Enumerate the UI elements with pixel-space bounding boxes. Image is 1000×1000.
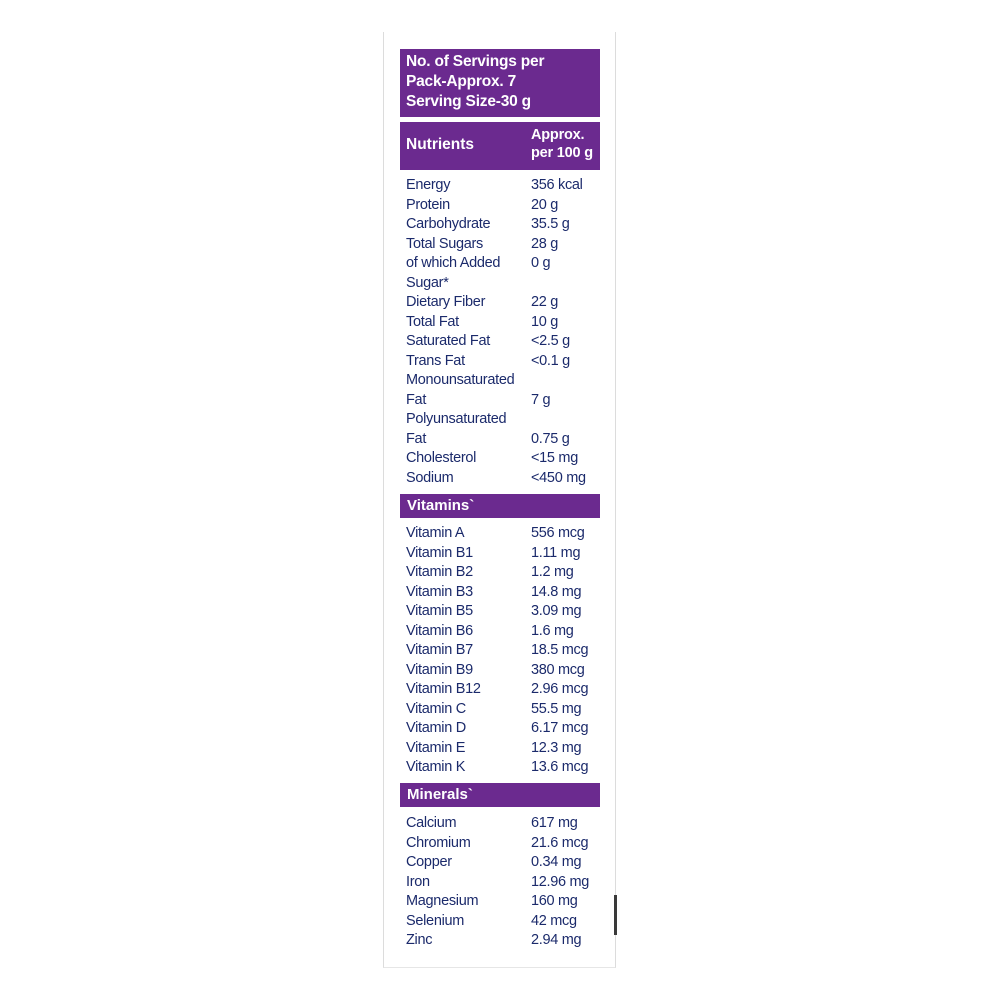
- table-row: [406, 931, 600, 951]
- nutrient-name: Vitamin B3: [406, 583, 473, 600]
- nutrient-name: Iron: [406, 873, 430, 890]
- table-row: [406, 313, 600, 333]
- table-row: [406, 196, 600, 216]
- nutrient-name: Zinc: [406, 932, 433, 948]
- nutrient-value: 0.34 mg: [531, 854, 582, 870]
- nutrient-value: 13.6 mcg: [531, 759, 589, 775]
- nutrient-value: <450 mg: [531, 469, 586, 486]
- nutrient-name: Vitamin C: [406, 700, 466, 717]
- nutrient-name: Magnesium: [406, 893, 479, 909]
- servings-line-2: Pack-Approx. 7: [406, 73, 517, 90]
- table-row: [406, 563, 600, 583]
- table-row: [406, 622, 600, 642]
- table-row: [406, 235, 600, 255]
- nutrient-name: Vitamin B1: [406, 544, 473, 561]
- table-row: [406, 430, 600, 450]
- nutrient-value: 380 mcg: [531, 661, 585, 678]
- table-row: [406, 524, 600, 544]
- amount-column-title-line-1: Approx.: [531, 127, 585, 143]
- nutrient-name: Energy: [406, 177, 451, 193]
- table-row: [406, 873, 600, 893]
- nutrient-name: Sugar*: [406, 274, 449, 291]
- nutrient-value: <2.5 g: [531, 333, 570, 349]
- nutrient-name: Vitamin B9: [406, 661, 473, 678]
- nutrient-name: Trans Fat: [406, 352, 465, 369]
- table-row: [406, 834, 600, 854]
- nutrient-value: 42 mcg: [531, 912, 577, 929]
- table-row: [406, 641, 600, 661]
- nutrient-value: 14.8 mg: [531, 583, 582, 600]
- table-row: [406, 661, 600, 681]
- nutrient-name: Fat: [406, 430, 427, 447]
- servings-line-3: Serving Size-30 g: [406, 93, 531, 110]
- table-row: [406, 352, 600, 372]
- table-row: [406, 254, 600, 274]
- table-row: [406, 700, 600, 720]
- vitamins-header-band: Vitamins`: [400, 494, 600, 518]
- nutrient-value: 356 kcal: [531, 177, 583, 193]
- nutrient-value: 1.11 mg: [531, 544, 581, 561]
- nutrients-list: [406, 176, 600, 488]
- nutrient-value: 22 g: [531, 294, 559, 310]
- nutrient-value: 1.6 mg: [531, 622, 574, 639]
- nutrient-name: Copper: [406, 854, 452, 870]
- nutrient-value: 3.09 mg: [531, 603, 582, 619]
- table-row: [406, 274, 600, 294]
- nutrient-value: 20 g: [531, 196, 559, 213]
- nutrient-value: 617 mg: [531, 815, 578, 831]
- nutrient-value: 55.5 mg: [531, 700, 582, 717]
- table-row: [406, 680, 600, 700]
- table-row: [406, 391, 600, 411]
- nutrient-value: 556 mcg: [531, 525, 585, 541]
- nutrient-value: 2.94 mg: [531, 932, 582, 948]
- table-row: [406, 332, 600, 352]
- table-row: [406, 544, 600, 564]
- nutrient-name: Protein: [406, 196, 450, 213]
- nutrient-name: Vitamin E: [406, 739, 466, 756]
- table-row: [406, 293, 600, 313]
- nutrient-name: Vitamin A: [406, 525, 465, 541]
- nutrient-value: 0 g: [531, 255, 551, 271]
- nutrient-name: Total Fat: [406, 313, 459, 330]
- nutrient-name: Vitamin D: [406, 720, 466, 736]
- table-row: [406, 739, 600, 759]
- table-row: [406, 371, 600, 391]
- table-row: [406, 853, 600, 873]
- table-row: [406, 583, 600, 603]
- nutrient-name: Total Sugars: [406, 235, 483, 252]
- nutrient-name: Vitamin B6: [406, 622, 473, 639]
- amount-column-title: [531, 126, 593, 162]
- table-row: [406, 892, 600, 912]
- nutrient-name: Saturated Fat: [406, 333, 490, 349]
- nutrient-value: 12.96 mg: [531, 873, 590, 890]
- nutrient-name: Chromium: [406, 834, 471, 851]
- nutrient-name: Vitamin K: [406, 759, 466, 775]
- nutrient-value: <15 mg: [531, 450, 578, 466]
- servings-line-1: No. of Servings per: [406, 53, 545, 70]
- nutrient-name: Sodium: [406, 469, 454, 486]
- servings-header: [400, 49, 600, 117]
- minerals-header-band: Minerals`: [400, 783, 600, 807]
- nutrient-value: 0.75 g: [531, 430, 570, 447]
- table-row: [406, 719, 600, 739]
- nutrient-value: 35.5 g: [531, 216, 570, 232]
- nutrient-name: Vitamin B5: [406, 603, 473, 619]
- nutrient-name: Monounsaturated: [406, 372, 515, 388]
- nutrient-name: Cholesterol: [406, 450, 477, 466]
- nutrient-value: <0.1 g: [531, 352, 570, 369]
- vitamins-list: [406, 524, 600, 778]
- panel-edge-shadow: [614, 895, 617, 935]
- minerals-list: [406, 814, 600, 951]
- nutrient-value: 18.5 mcg: [531, 642, 589, 658]
- table-row: [406, 912, 600, 932]
- nutrient-value: 2.96 mcg: [531, 681, 589, 697]
- table-row: [406, 215, 600, 235]
- table-row: [406, 449, 600, 469]
- table-row: [406, 602, 600, 622]
- table-row: [406, 410, 600, 430]
- nutrient-name: Dietary Fiber: [406, 294, 486, 310]
- nutrient-name: Selenium: [406, 912, 465, 929]
- table-row: [406, 469, 600, 489]
- nutrient-value: 160 mg: [531, 893, 578, 909]
- table-row: [406, 176, 600, 196]
- nutrient-name: Calcium: [406, 815, 457, 831]
- nutrient-name: Fat: [406, 391, 427, 408]
- nutrient-name: Carbohydrate: [406, 216, 491, 232]
- nutrient-name: Vitamin B12: [406, 681, 481, 697]
- nutrient-value: 12.3 mg: [531, 739, 582, 756]
- nutrient-value: 28 g: [531, 235, 559, 252]
- table-row: [406, 814, 600, 834]
- nutrient-name: of which Added: [406, 255, 501, 271]
- amount-column-title-line-2: per 100 g: [531, 145, 593, 161]
- nutrients-header-band: [400, 122, 600, 170]
- nutrient-name: Vitamin B2: [406, 564, 473, 580]
- nutrient-value: 7 g: [531, 391, 551, 408]
- nutrient-name: Vitamin B7: [406, 642, 473, 658]
- nutrient-value: 6.17 mcg: [531, 720, 589, 736]
- nutrient-value: 1.2 mg: [531, 564, 574, 580]
- table-row: [406, 758, 600, 778]
- nutrients-column-title: Nutrients: [406, 136, 475, 153]
- nutrient-value: 10 g: [531, 313, 559, 330]
- nutrient-name: Polyunsaturated: [406, 411, 507, 427]
- nutrient-value: 21.6 mcg: [531, 834, 589, 851]
